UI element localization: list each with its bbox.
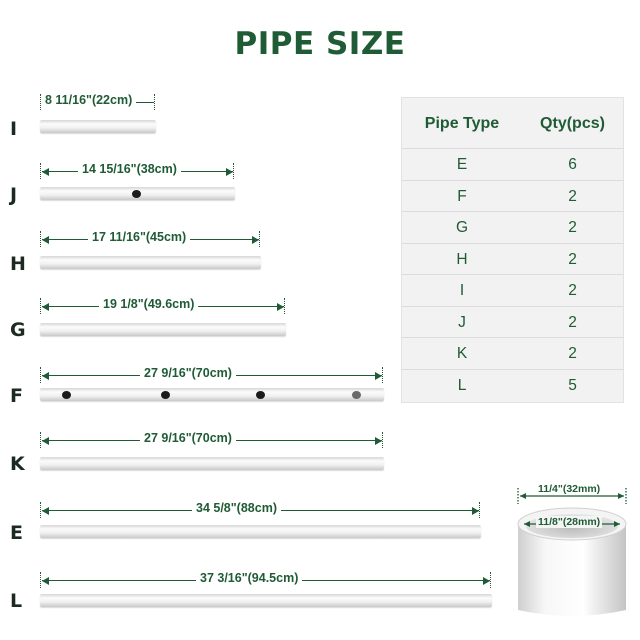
pipe-type-cell: E [456,156,468,173]
pipe-quantity-table [401,97,624,403]
pipe-size-label: 37 3/16"(94.5cm) [196,571,302,585]
dimension-line [40,572,492,588]
pipe-letter: E [10,522,23,544]
table-row [402,180,623,213]
table-row [402,337,623,370]
pipe-size-label: 17 11/16"(45cm) [88,230,190,244]
pipe-i [40,120,156,133]
pipe-l [40,594,492,607]
dimension-line [40,231,261,247]
table-row [402,274,623,307]
pipe-cylinder-illustration [512,482,638,632]
table-header-qty: Qty(pcs) [540,115,605,132]
pipe-g [40,323,286,336]
pipe-type-cell: I [459,282,465,299]
dimension-line [40,432,384,448]
pipe-letter: G [10,319,26,341]
pipe-hole [62,391,71,399]
dimension-line [40,367,384,383]
pipe-type-cell: J [458,313,466,331]
dimension-line [40,298,286,314]
pipe-cross-section [512,482,638,632]
pipe-hole [352,391,361,399]
pipe-type-cell: G [455,219,469,236]
dimension-line [40,163,235,179]
pipe-letter: H [10,253,26,275]
qty-cell: 6 [568,156,577,173]
qty-cell: 2 [568,345,577,362]
pipe-size-label: 34 5/8"(88cm) [192,501,281,515]
pipe-size-label: 8 11/16"(22cm) [41,93,136,107]
qty-cell: 2 [568,282,577,299]
pipe-e [40,525,481,538]
pipe-type-cell: K [456,345,468,362]
inner-diameter-label: 11/8"(28mm) [538,516,601,528]
pipe-type-cell: F [457,187,467,205]
pipe-type-cell: H [456,250,468,268]
qty-cell: 2 [568,219,577,236]
pipe-h [40,256,261,269]
table-row [402,369,623,402]
dimension-line [40,94,156,110]
pipe-hole [256,391,265,399]
table-row [402,243,623,276]
pipe-hole [132,190,141,198]
pipe-letter: L [10,590,23,612]
pipe-letter: F [10,385,23,407]
page-title: PIPE SIZE [234,26,406,62]
pipe-letter: K [10,453,25,475]
outer-diameter-label: 11/4"(32mm) [538,483,601,495]
pipe-letter: I [10,118,18,140]
qty-cell: 2 [568,250,577,268]
pipe-type-cell: L [457,376,467,394]
pipe-hole [161,391,170,399]
pipe-letter: J [10,184,18,206]
pipe-size-label: 27 9/16"(70cm) [140,431,236,445]
pipe-f [40,388,384,401]
pipe-size-label: 27 9/16"(70cm) [140,366,236,380]
table-row [402,211,623,244]
table-row [402,148,623,181]
pipe-k [40,457,384,470]
qty-cell: 2 [568,313,577,331]
pipe-row-l [0,572,500,632]
table-header-type: Pipe Type [424,115,500,132]
pipe-size-label: 14 15/16"(38cm) [78,162,181,176]
qty-cell: 2 [568,187,577,205]
pipe-size-label: 19 1/8"(49.6cm) [99,297,198,311]
qty-cell: 5 [568,376,577,394]
pipe-row-k [0,431,500,491]
pipe-j [40,187,235,200]
dimension-line [40,502,481,518]
table-row [402,306,623,339]
pipe-row-e [0,502,500,562]
